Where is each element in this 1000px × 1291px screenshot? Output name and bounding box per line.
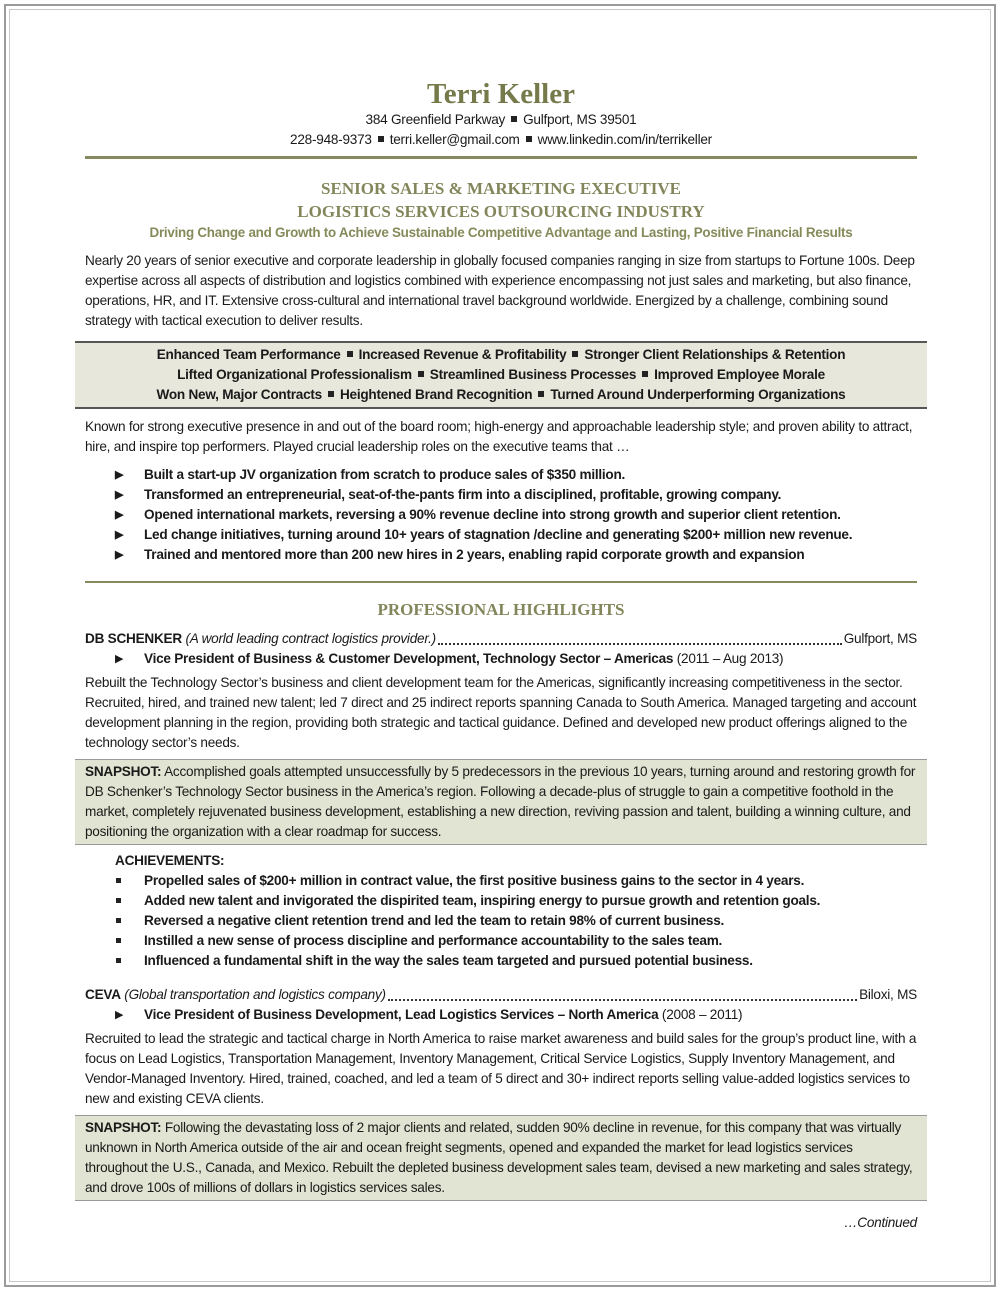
key-point xyxy=(85,505,917,525)
headline-title: SENIOR SALES & MARKETING EXECUTIVE xyxy=(321,179,681,198)
snapshot-label: SNAPSHOT: xyxy=(85,764,162,779)
key-point-text: Led change initiatives, turning around 10+ years of stagnation /decline and generating $200+ million new revenue. xyxy=(144,527,853,542)
achievement xyxy=(85,871,917,891)
city: Gulfport, MS 39501 xyxy=(523,112,637,127)
snapshot-box xyxy=(75,1115,927,1201)
key-point xyxy=(85,525,917,545)
resume-page xyxy=(85,78,917,1233)
square-bullet-icon xyxy=(526,136,532,142)
key-point xyxy=(85,545,917,565)
email[interactable]: terri.keller@gmail.com xyxy=(389,132,520,147)
role-dates: (2011 – Aug 2013) xyxy=(676,651,784,666)
square-bullet-icon xyxy=(378,136,384,142)
section-title: PROFESSIONAL HIGHLIGHTS xyxy=(377,600,625,619)
achievement-text: Propelled sales of $200+ million in contract value, the first positive business gains to the sector in 4 years. xyxy=(144,873,805,888)
strengths-row xyxy=(75,345,927,365)
summary: Nearly 20 years of senior executive and corporate leadership in globally focused companies ranging in size from startups to Fortune 100s. Deep expertise across all aspects of distribution and logistics combined with experience encompassing not just sales and marketing, but also finance, operations, HR, and IT. Extensive cross-cultural and international travel background worldwide. Energized by a challenge, combining sound strategy with tactical execution to deliver results. xyxy=(85,253,915,328)
phone: 228-948-9373 xyxy=(290,132,372,147)
arrow-bullet-icon: ▶ xyxy=(115,653,124,665)
square-bullet-icon xyxy=(116,918,121,923)
company-name: CEVA xyxy=(85,987,121,1002)
square-bullet-icon xyxy=(116,898,121,903)
snapshot-label: SNAPSHOT: xyxy=(85,1120,162,1135)
achievements-label: ACHIEVEMENTS: xyxy=(115,853,225,868)
address-line xyxy=(85,110,917,130)
strength-item: Improved Employee Morale xyxy=(654,367,825,382)
achievement-text: Added new talent and invigorated the dispirited team, inspiring energy to pursue growth and retention goals. xyxy=(144,893,821,908)
continued-note: …Continued xyxy=(843,1215,917,1230)
role-dates: (2008 – 2011) xyxy=(661,1007,743,1022)
square-bullet-icon xyxy=(347,351,353,357)
key-points xyxy=(85,465,917,565)
square-bullet-icon xyxy=(116,958,121,963)
company-info xyxy=(85,985,386,1005)
snapshot-box xyxy=(75,759,927,845)
arrow-bullet-icon: ▶ xyxy=(115,489,124,501)
key-point-text: Trained and mentored more than 200 new hires in 2 years, enabling rapid corporate growth and expansion xyxy=(144,547,805,562)
square-bullet-icon xyxy=(511,116,517,122)
role-line xyxy=(85,649,917,669)
key-point-text: Built a start-up JV organization from scratch to produce sales of $350 million. xyxy=(144,467,626,482)
snapshot-text: Following the devastating loss of 2 major clients and related, sudden 90% decline in revenue, for this company that was virtually unknown in North America outside of the air and ocean freight segments, opened and expanded the market for lead logistics services throughout the U.S., Canada, and Mexico. Rebuilt the depleted business development sales team, devised a new marketing and sales strategy, and drove 100s of millions of dollars in logistics services sales. xyxy=(85,1120,913,1195)
job-entry xyxy=(85,629,917,971)
divider xyxy=(85,581,917,583)
dotted-leader xyxy=(438,643,842,645)
strength-item: Won New, Major Contracts xyxy=(156,387,322,402)
role-line xyxy=(85,1005,917,1025)
company-line xyxy=(85,629,917,649)
snapshot-text: Accomplished goals attempted unsuccessfully by 5 predecessors in the previous 10 years, turning around and restoring growth for DB Schenker’s Technology Sector business in the America’s region. Following a decade-plus of struggle to gain a competitive foothold in the market, completely rejuvenated business development, establishing a new direction, reviving passion and talent, building a winning culture, and positioning the organization with a clear roadmap for success. xyxy=(85,764,916,839)
candidate-name: Terri Keller xyxy=(427,78,575,110)
key-point xyxy=(85,485,917,505)
achievement-text: Influenced a fundamental shift in the way the sales team targeted and pursued potential business. xyxy=(144,953,753,968)
arrow-bullet-icon: ▶ xyxy=(115,529,124,541)
strengths-row xyxy=(75,385,927,405)
achievement-text: Reversed a negative client retention trend and led the team to retain 98% of current business. xyxy=(144,913,725,928)
company-info xyxy=(85,629,436,649)
intro: Known for strong executive presence in and out of the board room; high-energy and approachable leadership style; and proven ability to attract, hire, and inspire top performers. Played crucial leadership roles on the executive teams that … xyxy=(85,419,913,454)
square-bullet-icon xyxy=(642,371,648,377)
square-bullet-icon xyxy=(538,391,544,397)
achievement xyxy=(85,951,917,971)
arrow-bullet-icon: ▶ xyxy=(115,509,124,521)
achievement-text: Instilled a new sense of process discipline and performance accountability to the sales team. xyxy=(144,933,723,948)
strength-item: Stronger Client Relationships & Retention xyxy=(584,347,846,362)
strength-item: Turned Around Underperforming Organizations xyxy=(550,387,846,402)
achievement xyxy=(85,931,917,951)
contact-line xyxy=(85,130,917,150)
role-title: Vice President of Business & Customer Development, Technology Sector – Americas xyxy=(144,651,674,666)
arrow-bullet-icon: ▶ xyxy=(115,1009,124,1021)
tagline: Driving Change and Growth to Achieve Sustainable Competitive Advantage and Lasting, Positive Financial Results xyxy=(149,225,853,240)
achievements-list xyxy=(85,871,917,971)
square-bullet-icon xyxy=(572,351,578,357)
linkedin[interactable]: www.linkedin.com/in/terrikeller xyxy=(537,132,712,147)
square-bullet-icon xyxy=(328,391,334,397)
key-point-text: Opened international markets, reversing a 90% revenue decline into strong growth and superior client retention. xyxy=(144,507,841,522)
job-description: Rebuilt the Technology Sector’s business and client development team for the Americas, significantly increasing competitiveness in the sector. Recruited, hired, and trained new talent; led 7 direct and 25 indirect reports spanning Canada to South America. Managed targeting and account development planning in the region, providing both strategic and tactical guidance. Defined and developed new product offerings aligned to the technology sector’s needs. xyxy=(85,675,917,750)
strength-item: Heightened Brand Recognition xyxy=(339,387,533,402)
strength-item: Enhanced Team Performance xyxy=(156,347,341,362)
address: 384 Greenfield Parkway xyxy=(365,112,506,127)
strengths-row xyxy=(75,365,927,385)
square-bullet-icon xyxy=(116,878,121,883)
arrow-bullet-icon: ▶ xyxy=(115,549,124,561)
company-location: Gulfport, MS xyxy=(843,631,917,646)
key-point xyxy=(85,465,917,485)
achievement xyxy=(85,891,917,911)
company-description: (A world leading contract logistics provider.) xyxy=(185,631,436,646)
strength-item: Streamlined Business Processes xyxy=(429,367,637,382)
company-description: (Global transportation and logistics company) xyxy=(124,987,386,1002)
arrow-bullet-icon: ▶ xyxy=(115,469,124,481)
strength-item: Lifted Organizational Professionalism xyxy=(177,367,412,382)
headline-industry: LOGISTICS SERVICES OUTSOURCING INDUSTRY xyxy=(297,202,705,221)
square-bullet-icon xyxy=(418,371,424,377)
strengths-band xyxy=(75,341,927,409)
role-title: Vice President of Business Development, Lead Logistics Services – North America xyxy=(144,1007,659,1022)
strength-item: Increased Revenue & Profitability xyxy=(358,347,567,362)
company-location: Biloxi, MS xyxy=(859,987,917,1002)
jobs xyxy=(85,629,917,1201)
key-point-text: Transformed an entrepreneurial, seat-of-the-pants firm into a disciplined, profitable, growing company. xyxy=(144,487,782,502)
company-name: DB SCHENKER xyxy=(85,631,182,646)
dotted-leader xyxy=(388,999,857,1001)
company-line xyxy=(85,985,917,1005)
square-bullet-icon xyxy=(116,938,121,943)
achievement xyxy=(85,911,917,931)
job-description: Recruited to lead the strategic and tactical charge in North America to raise market awareness and build sales for the group’s product line, with a focus on Lead Logistics, Transportation Management, Inventory Management, Critical Service Logistics, Supply Inventory Management, and Vendor-Managed Inventory. Hired, trained, coached, and led a team of 5 direct and 30+ indirect reports selling value-added logistics services to new and existing CEVA clients. xyxy=(85,1031,917,1106)
job-entry xyxy=(85,985,917,1201)
